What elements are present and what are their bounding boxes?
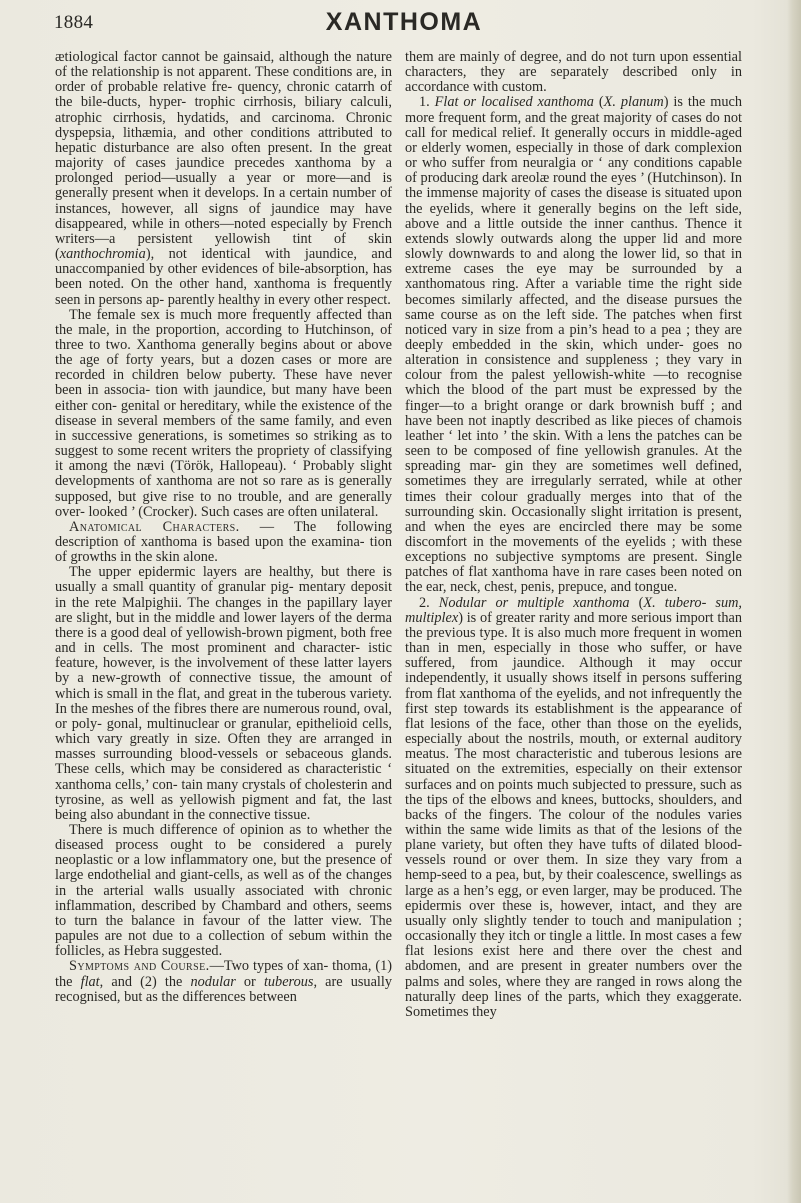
paragraph: 1. Flat or localised xanthoma (X. planum) is the much more frequent form, and the great majority of cases do not call for medical relief. It generally occurs in middle-aged or elderly women, especially in those of dark complexion or who suffer from neuralgia or ‘ any conditions capable of producing dark areolæ round the eyes ’ (Hutchinson). In the immense majority of cases the disease is situated upon the eyelids, where it generally begins on the left side, above and a little outside the inner canthus. Thence it extends slowly outwards along the upper lid and more slowly downwards to and along the lower lid, so that in extreme cases the eye may be surrounded by a xanthomatous ring. After a variable time the right side becomes similarly affected, and the disease pursues the same course as on the left side. The patches when first noticed vary in size from a pin’s head to a pea ; they are deeply embedded in the skin, which under- goes no alteration in consistence and suppleness ; they vary in colour from the palest yellowish-white —to recognise which the blood of the part must be expressed by the finger—to a bright orange or dark brownish buff ; and have been not inaptly described as like pieces of chamois leather ‘ let into ’ the skin. With a lens the patches can be seen to be composed of fine yellowish granules. At the spreading mar- gin they are sometimes well defined, sometimes they are irregularly serrated, while at other times their colour gradually merges into that of the surrounding skin. Occasionally slight irritation is present, and when the eyes are encircled there may be some discomfort in the movements of the eyelids ; with these exceptions no subjective symptoms are present. Single patches of flat xanthoma have in rare cases been noted on the ear, neck, chest, penis, prepuce, and tongue. xyxy=(405,94,743,596)
section-heading: Symptoms and Course. xyxy=(69,958,210,975)
paragraph: Anatomical Characters. — The following description of xanthoma is based upon the examina- tion of growths in the skin alone. xyxy=(55,518,392,566)
running-head: XANTHOMA xyxy=(325,8,483,36)
page-edge-shadow xyxy=(787,0,801,1203)
paragraph: The upper epidermic layers are healthy, but there is usually a small quantity of granular pig- mentary deposit in the rete Malpighii. The changes in the papillary layer are slight, but in the middle and lower layers of the derma there is a good deal of yellowish-brown pigment, both free and in cells. The most prominent and character- istic feature, however, is the involvement of these latter layers by a new-growth of connective tissue, the amount of which is small in the flat, and great in the tuberous variety. In the meshes of the fibres there are numerous round, oval, or poly- gonal, multinuclear or granular, epithelioid cells, which vary greatly in size. Often they are arranged in masses surrounding blood-vessels or sebaceous glands. These cells, which may be considered as characteristic ‘ xanthoma cells,’ con- tain many crystals of cholesterin and tyrosine, as well as yellowish pigment and fat, the last being also abundant in the connective tissue. xyxy=(55,564,392,823)
subsection-heading: Nodular or multiple xanthoma xyxy=(438,594,630,611)
paragraph: The female sex is much more frequently affected than the male, in the proportion, according to Hutchinson, of three to two. Xanthoma generally begins about or above the age of forty years, but a dozen cases or more are recorded in children below puberty. These have never been in associa- tion with jaundice, but many have been either con- genital or hereditary, while the existence of the disease in several members of the same family, and even in successive generations, is sometimes so striking as to suggest to some recent writers the propriety of classifying it among the nævi (Török, Hallopeau). ‘ Probably slight developments of xanthoma are not so rare as is generally supposed, but give rise to no trouble, and are generally over- looked ’ (Crocker). Such cases are often unilateral. xyxy=(55,306,392,520)
paragraph: them are mainly of degree, and do not turn upon essential characters, they are separately described only in accordance with custom. xyxy=(405,49,742,96)
paragraph: 2. Nodular or multiple xanthoma (X. tubero- sum, multiplex) is of greater rarity and more serious import than the previous type. It is also much more frequent in women than in men, especially in those who suffer, or have suffered, from jaundice. Although it may occur independently, it usually shows itself in persons suffering from flat xanthoma of the eyelids, and not infrequently the first step towards its establishment is the appearance of flat lesions of the face, other than those on the eyelids, especially about the nostrils, mouth, or external auditory meatus. The most characteristic and tuberous lesions are situated on the extremities, especially on their extensor surfaces and on points much subjected to pressure, such as the tips of the elbows and knees, buttocks, shoulders, and backs of the fingers. The colour of the nodules varies within the same wide limits as that of the lesions of the plane variety, but often they have tufts of dilated blood-vessels round or over them. In size they vary from a hemp-seed to a pea, but, by their coalescence, swellings as large as a hen’s egg, or even larger, may be produced. The epidermis over these is, however, intact, and they are usually only slightly tender to touch and manipulation ; occasionally they itch or tingle a little. In most cases a few flat lesions exist here and there over the chest and abdomen, and are present in greater numbers over the palms and soles, where they are ranged in rows along the naturally deep lines of the parts, which they exaggerate. Sometimes they xyxy=(405,594,742,1020)
page-number: 1884 xyxy=(54,12,94,33)
paragraph: Symptoms and Course.—Two types of xan- thoma, (1) the flat, and (2) the nodular or tuberous, are usually recognised, but as the differences between xyxy=(55,958,393,1005)
left-column xyxy=(55,50,392,1005)
page-header xyxy=(54,4,754,44)
subsection-heading: Flat or localised xanthoma xyxy=(434,94,594,111)
paragraph: There is much difference of opinion as to whether the diseased process ought to be considered a purely neoplastic or a low inflammatory one, but the presence of large endothelial and giant-cells, as well as of the changes in the arterial walls usually associated with chronic inflammation, described by Chambard and others, seems to turn the balance in favour of the latter view. The papules are not due to a collection of sebum within the follicles, as Hebra suggested. xyxy=(55,821,392,960)
section-heading: Anatomical Characters. xyxy=(69,518,240,535)
right-column xyxy=(405,50,742,1020)
paragraph: ætiological factor cannot be gainsaid, although the nature of the relationship is not apparent. These conditions are, in order of probable relative fre- quency, chronic catarrh of the bile-ducts, hyper- trophic cirrhosis, biliary calculi, atrophic cirrhosis, hydatids, and carcinoma. Chronic dyspepsia, lithæmia, and other conditions attributed to hepatic disturbance are also often present. In the great majority of cases jaundice precedes xanthoma by a prolonged period—usually a year or more—and is generally present when it develops. In a certain number of instances, however, all signs of jaundice may have disappeared, while in others—noted especially by French writers—a persistent yellowish tint of skin (xanthochromia), not identical with jaundice, and unaccompanied by other evidences of bile-absorption, has been noted. On the other hand, xanthoma is frequently seen in persons ap- parently healthy in every other respect. xyxy=(55,49,392,308)
